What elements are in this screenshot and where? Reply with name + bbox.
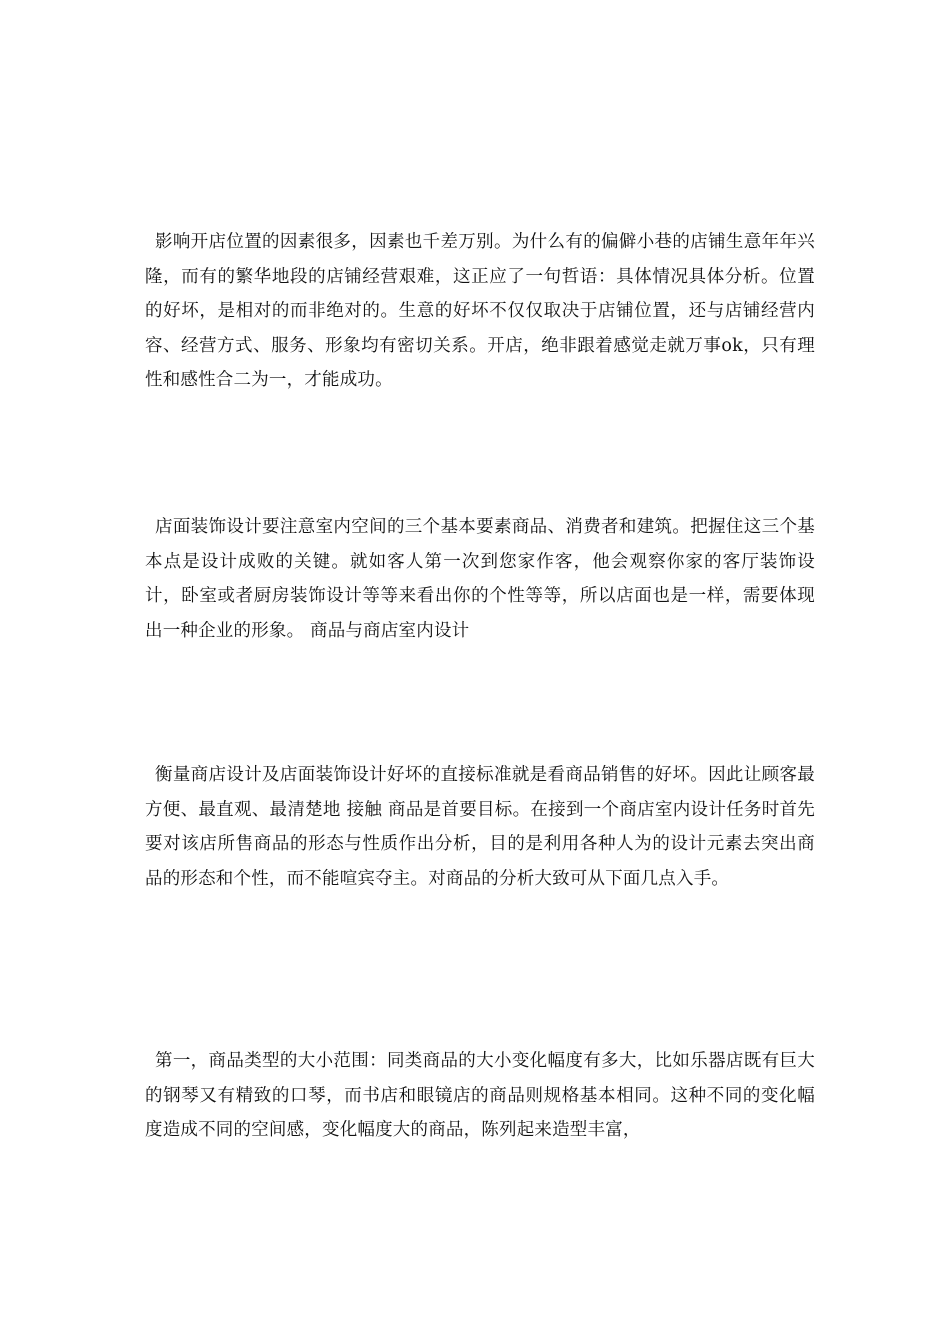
paragraph-store-location: 影响开店位置的因素很多，因素也千差万别。为什么有的偏僻小巷的店铺生意年年兴隆，而有的繁华地段的店铺经营艰难，这正应了一句哲语：具体情况具体分析。位置的好坏，是相对的而非绝对的。生意的好坏不仅仅取决于店铺位置，还与店铺经营内容、经营方式、服务、形象均有密切关系。开店，绝非跟着感觉走就万事ok，只有理性和感性合二为一，才能成功。: [145, 232, 815, 391]
paragraph-evaluation-standard: 衡量商店设计及店面装饰设计好坏的直接标准就是看商品销售的好坏。因此让顾客最方便、最直观、最清楚地 接触 商品是首要目标。在接到一个商店室内设计任务时首先要对该店所售商品的形态与性质作出分析，目的是利用各种人为的设计元素去突出商品的形态和个性，而不能喧宾夺主。对商品的分析大致可从下面几点入手。: [145, 765, 815, 889]
paragraph-storefront-design: 店面装饰设计要注意室内空间的三个基本要素商品、消费者和建筑。把握住这三个基本点是设计成败的关键。就如客人第一次到您家作客，他会观察你家的客厅装饰设计，卧室或者厨房装饰设计等等来看出你的个性等等，所以店面也是一样，需要体现出一种企业的形象。 商品与商店室内设计: [145, 517, 815, 641]
paragraph-product-size-range: 第一，商品类型的大小范围：同类商品的大小变化幅度有多大，比如乐器店既有巨大的钢琴又有精致的口琴，而书店和眼镜店的商品则规格基本相同。这种不同的变化幅度造成不同的空间感，变化幅度大的商品，陈列起来造型丰富，: [145, 1051, 815, 1141]
